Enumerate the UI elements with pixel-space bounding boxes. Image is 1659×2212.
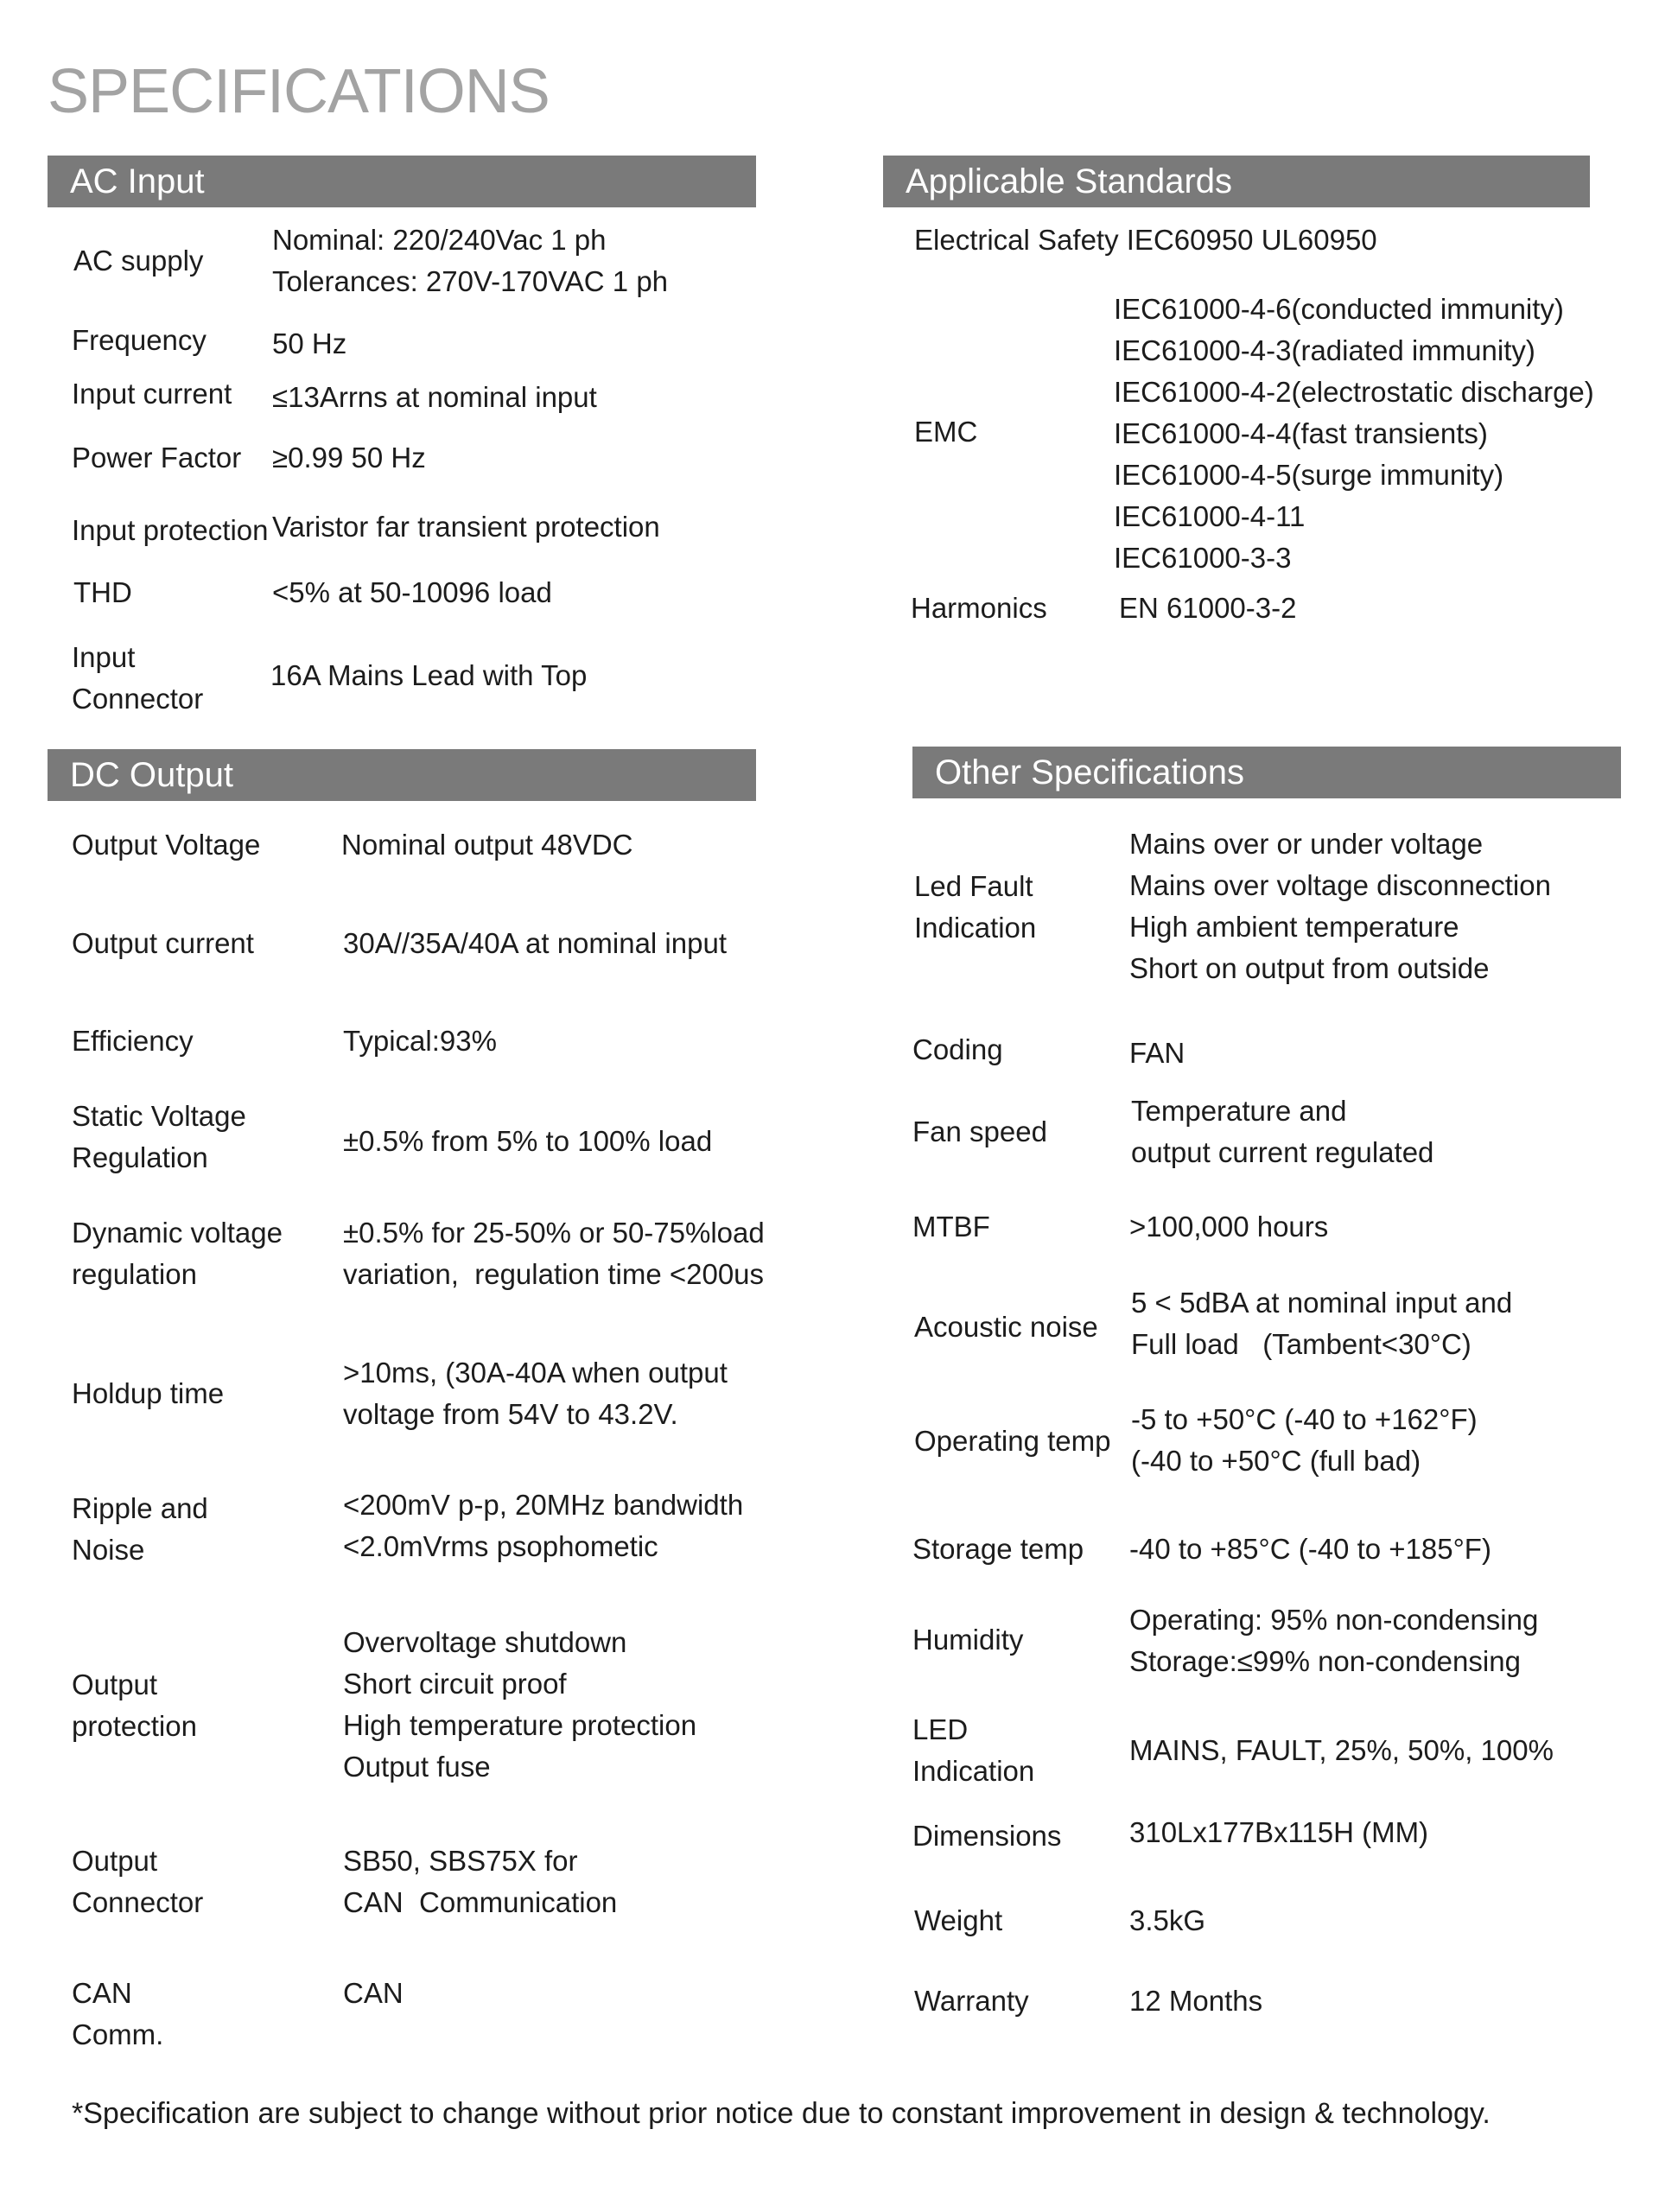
emc-label: EMC bbox=[914, 416, 978, 448]
operating-temp-value: -5 to +50°C (-40 to +162°F) (-40 to +50°C (full bad) bbox=[1131, 1403, 1478, 1477]
coding-value: FAN bbox=[1129, 1037, 1185, 1069]
mtbf-label: MTBF bbox=[912, 1211, 990, 1243]
frequency-value: 50 Hz bbox=[272, 327, 347, 359]
ripple-noise-value: <200mV p-p, 20MHz bandwidth <2.0mVrms psophometic bbox=[343, 1489, 744, 1562]
can-comm-value: CAN bbox=[343, 1977, 404, 2009]
output-connector-label: Output Connector bbox=[72, 1845, 204, 1918]
efficiency-value: Typical:93% bbox=[343, 1025, 497, 1057]
harmonics-value: EN 61000-3-2 bbox=[1119, 592, 1297, 624]
power-factor-value: ≥0.99 50 Hz bbox=[272, 442, 426, 474]
static-voltage-regulation-label: Static Voltage Regulation bbox=[72, 1100, 246, 1173]
power-factor-label: Power Factor bbox=[72, 442, 242, 474]
electrical-safety-text: Electrical Safety IEC60950 UL60950 bbox=[914, 224, 1377, 256]
input-protection-value: Varistor far transient protection bbox=[272, 511, 660, 543]
weight-value: 3.5kG bbox=[1129, 1904, 1206, 1936]
warranty-value: 12 Months bbox=[1129, 1985, 1263, 2017]
holdup-time-value: >10ms, (30A-40A when output voltage from 54V to 43.2V. bbox=[343, 1357, 728, 1430]
harmonics-label: Harmonics bbox=[911, 592, 1047, 624]
led-indication-label: LED Indication bbox=[912, 1713, 1035, 1787]
input-protection-label: Input protection bbox=[72, 514, 269, 546]
input-current-label: Input current bbox=[72, 378, 232, 410]
applicable-standards-heading: Applicable Standards bbox=[883, 156, 1590, 207]
ripple-noise-label: Ripple and Noise bbox=[72, 1492, 208, 1566]
led-fault-indication-label: Led Fault Indication bbox=[914, 870, 1037, 944]
ac-supply-label: AC supply bbox=[73, 245, 204, 276]
static-voltage-regulation-value: ±0.5% from 5% to 100% load bbox=[343, 1125, 713, 1157]
dc-output-heading: DC Output bbox=[48, 749, 756, 801]
can-comm-label: CAN Comm. bbox=[72, 1977, 164, 2050]
thd-value: <5% at 50-10096 load bbox=[272, 576, 552, 608]
output-protection-label: Output protection bbox=[72, 1669, 197, 1742]
ac-supply-value: Nominal: 220/240Vac 1 ph Tolerances: 270V-170VAC 1 ph bbox=[272, 224, 669, 297]
frequency-label: Frequency bbox=[72, 324, 207, 356]
humidity-label: Humidity bbox=[912, 1624, 1024, 1656]
holdup-time-label: Holdup time bbox=[72, 1377, 225, 1409]
dimensions-value: 310Lx177Bx115H (MM) bbox=[1129, 1816, 1429, 1848]
fan-speed-label: Fan speed bbox=[912, 1116, 1047, 1147]
mtbf-value: >100,000 hours bbox=[1129, 1211, 1329, 1243]
operating-temp-label: Operating temp bbox=[914, 1425, 1111, 1457]
input-connector-value: 16A Mains Lead with Top bbox=[270, 659, 588, 691]
output-current-label: Output current bbox=[72, 927, 254, 959]
output-current-value: 30A//35A/40A at nominal input bbox=[343, 927, 727, 959]
output-voltage-value: Nominal output 48VDC bbox=[341, 829, 633, 861]
page-title: SPECIFICATIONS bbox=[48, 57, 550, 126]
coding-label: Coding bbox=[912, 1033, 1003, 1065]
acoustic-noise-label: Acoustic noise bbox=[914, 1311, 1098, 1343]
footnote: *Specification are subject to change without prior notice due to constant improvement in design & technology. bbox=[72, 2097, 1491, 2130]
efficiency-label: Efficiency bbox=[72, 1025, 194, 1057]
acoustic-noise-value: 5 < 5dBA at nominal input and Full load (Tambent<30°C) bbox=[1131, 1287, 1513, 1360]
storage-temp-value: -40 to +85°C (-40 to +185°F) bbox=[1129, 1533, 1491, 1565]
storage-temp-label: Storage temp bbox=[912, 1533, 1084, 1565]
humidity-value: Operating: 95% non-condensing Storage:≤99% non-condensing bbox=[1129, 1604, 1539, 1677]
dynamic-voltage-regulation-label: Dynamic voltage regulation bbox=[72, 1217, 283, 1290]
ac-input-heading: AC Input bbox=[48, 156, 756, 207]
output-protection-value: Overvoltage shutdown Short circuit proof High temperature protection Output fuse bbox=[343, 1626, 697, 1783]
dimensions-label: Dimensions bbox=[912, 1820, 1062, 1852]
other-specifications-heading: Other Specifications bbox=[912, 747, 1621, 798]
led-indication-value: MAINS, FAULT, 25%, 50%, 100% bbox=[1129, 1734, 1554, 1766]
output-voltage-label: Output Voltage bbox=[72, 829, 261, 861]
dynamic-voltage-regulation-value: ±0.5% for 25-50% or 50-75%load variation, regulation time <200us bbox=[343, 1217, 765, 1290]
input-connector-label: Input Connector bbox=[72, 641, 204, 715]
thd-label: THD bbox=[73, 576, 132, 608]
fan-speed-value: Temperature and output current regulated bbox=[1131, 1095, 1434, 1168]
warranty-label: Warranty bbox=[914, 1985, 1029, 2017]
output-connector-value: SB50, SBS75X for CAN Communication bbox=[343, 1845, 618, 1918]
led-fault-indication-value: Mains over or under voltage Mains over voltage disconnection High ambient temperature Short on output from outside bbox=[1129, 828, 1551, 984]
emc-values: IEC61000-4-6(conducted immunity) IEC61000-4-3(radiated immunity) IEC61000-4-2(electrostatic discharge) IEC61000-4-4(fast transients) IEC61000-4-5(surge immunity) IEC61000-4-11 IEC61000-3-3 bbox=[1114, 293, 1594, 574]
weight-label: Weight bbox=[914, 1904, 1003, 1936]
input-current-value: ≤13Arrns at nominal input bbox=[272, 381, 597, 413]
